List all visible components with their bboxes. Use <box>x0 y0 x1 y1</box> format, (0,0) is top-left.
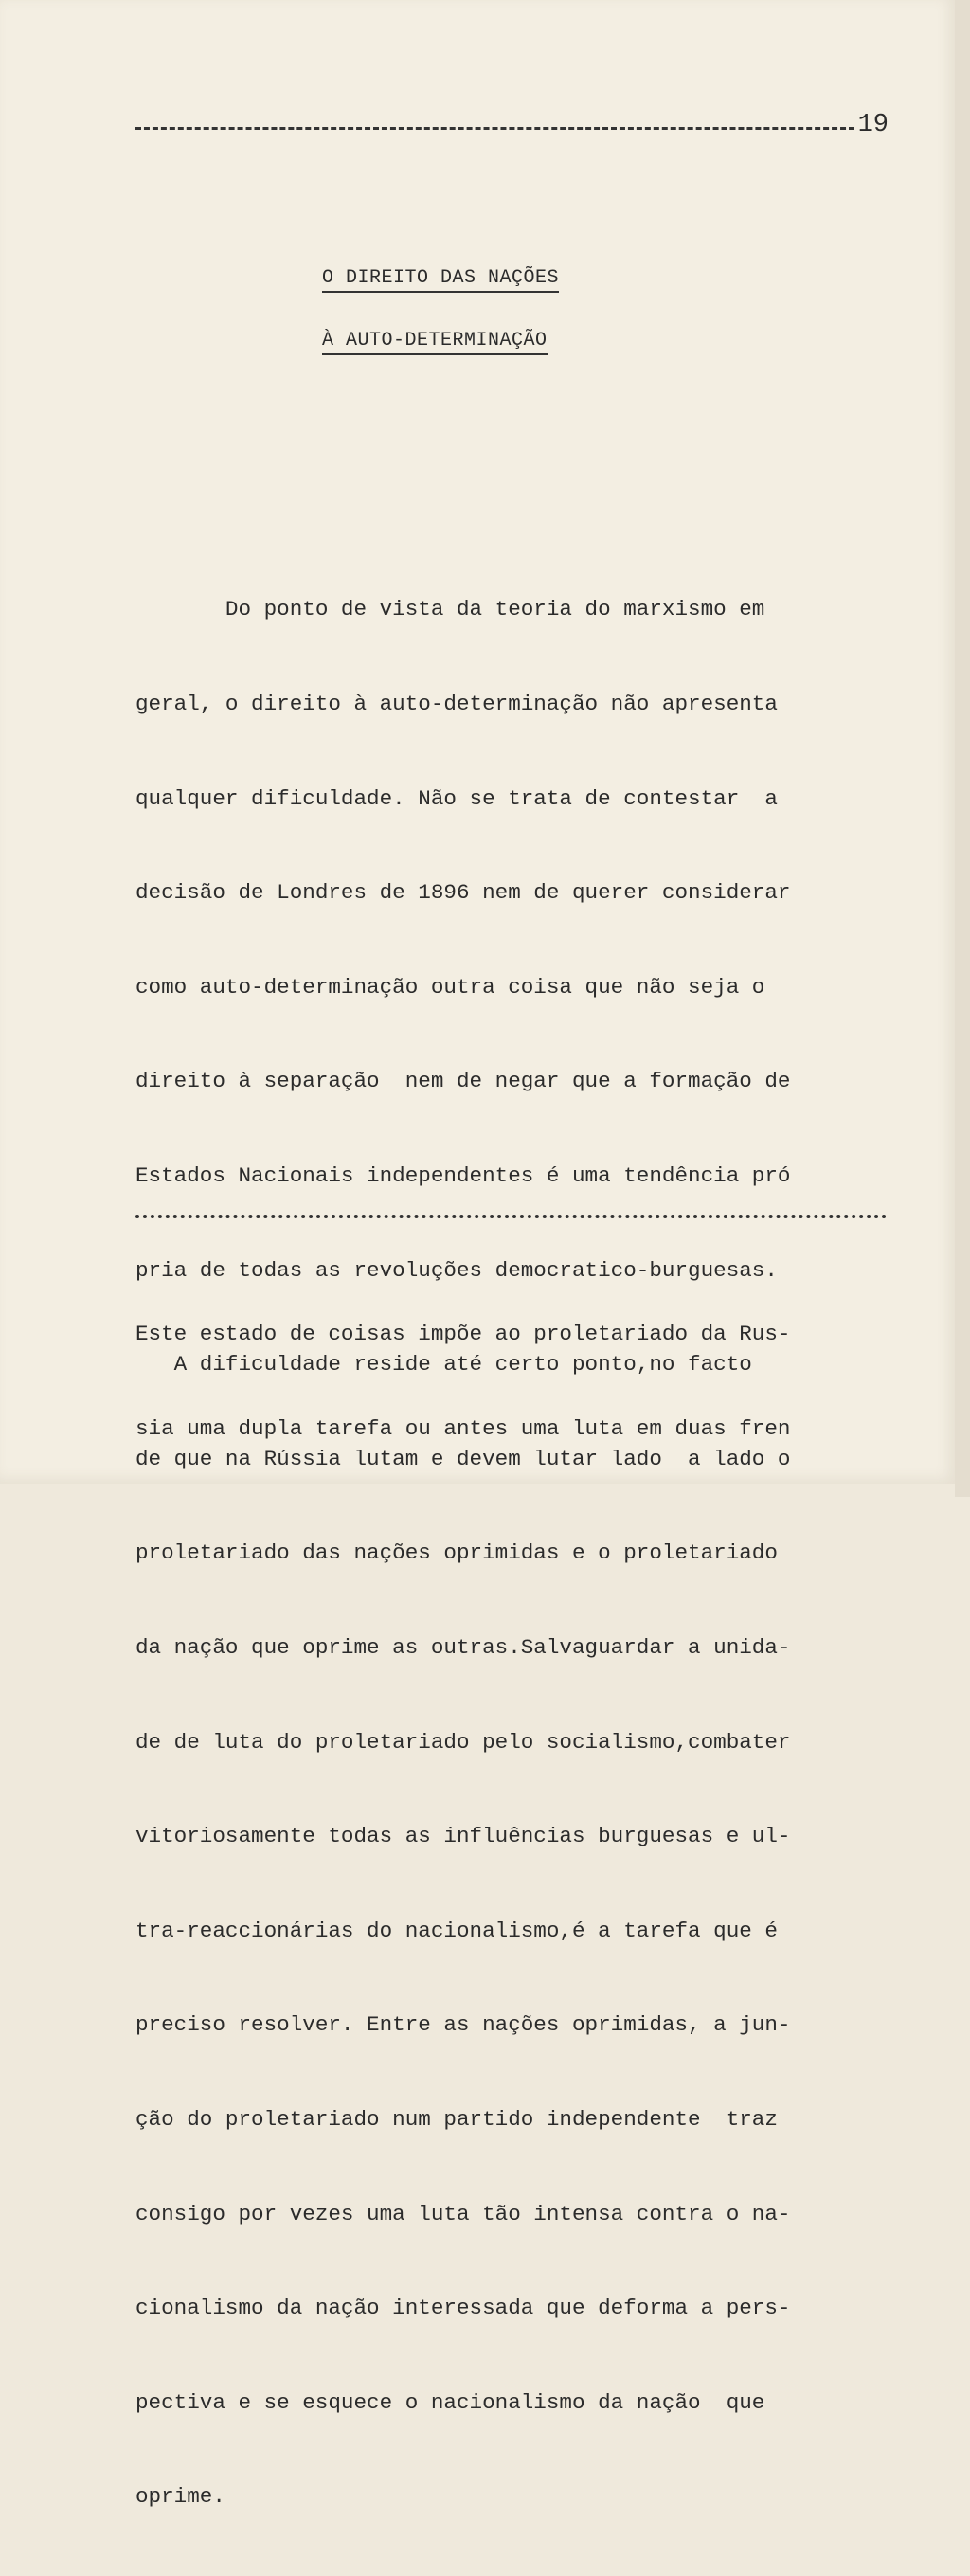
page-number: 19 <box>857 111 889 139</box>
page-edge <box>955 0 970 1497</box>
text-line: sia uma dupla tarefa ou antes uma luta em duas fren <box>135 1416 791 1441</box>
text-line: vitoriosamente todas as influências burguesas e ul- <box>135 1824 791 1849</box>
text-line: Este estado de coisas impõe ao proletariado da Rus- <box>135 1322 791 1347</box>
text-line: de que na Rússia lutam e devem lutar lado a lado o <box>135 1446 791 1471</box>
chapter-title: O DIREITO DAS NAÇÕES <box>322 267 559 293</box>
text-line: Estados Nacionais independentes é uma tendência pró <box>135 1162 791 1188</box>
paragraph-continued <box>135 1256 893 1508</box>
text-line: Do ponto de vista da teoria do marxismo em <box>135 597 765 622</box>
text-line: da nação que oprime as outras.Salvaguardar a unida- <box>135 1634 791 1660</box>
text-line: pria de todas as revoluções democratico-burguesas. <box>135 1257 778 1283</box>
text-line: cionalismo da nação interessada que deforma a pers- <box>135 2296 791 2321</box>
text-line: decisão de Londres de 1896 nem de querer considerar <box>135 880 791 906</box>
text-line: proletariado das nações oprimidas e o proletariado <box>135 1540 778 1566</box>
text-line: ção do proletariado num partido independente traz <box>135 2106 778 2132</box>
text-line: geral, o direito à auto-determinação não apresenta <box>135 692 778 716</box>
dotted-separator <box>135 1215 887 1218</box>
page-header <box>135 106 889 144</box>
text-line: direito à separação nem de negar que a formação de <box>135 1069 791 1094</box>
text-line: qualquer dificuldade. Não se trata de contestar a <box>135 785 778 811</box>
paragraph-main <box>135 531 893 2576</box>
text-line: oprime. <box>135 2484 225 2510</box>
text-line: pectiva e se esquece o nacionalismo da nação que <box>135 2389 765 2415</box>
header-dashed-rule <box>135 127 854 130</box>
text-line: preciso resolver. Entre as nações oprimidas, a jun- <box>135 2012 791 2038</box>
text-line: tra-reaccionárias do nacionalismo,é a tarefa que é <box>135 1918 778 1943</box>
text-line: como auto-determinação outra coisa que não seja o <box>135 974 765 1000</box>
text-line: A dificuldade reside até certo ponto,no facto <box>135 1352 752 1378</box>
text-line: de de luta do proletariado pelo socialismo,combater <box>135 1729 791 1755</box>
text-line: consigo por vezes uma luta tão intensa contra o na- <box>135 2201 791 2226</box>
chapter-subtitle: À AUTO-DETERMINAÇÃO <box>322 330 548 355</box>
